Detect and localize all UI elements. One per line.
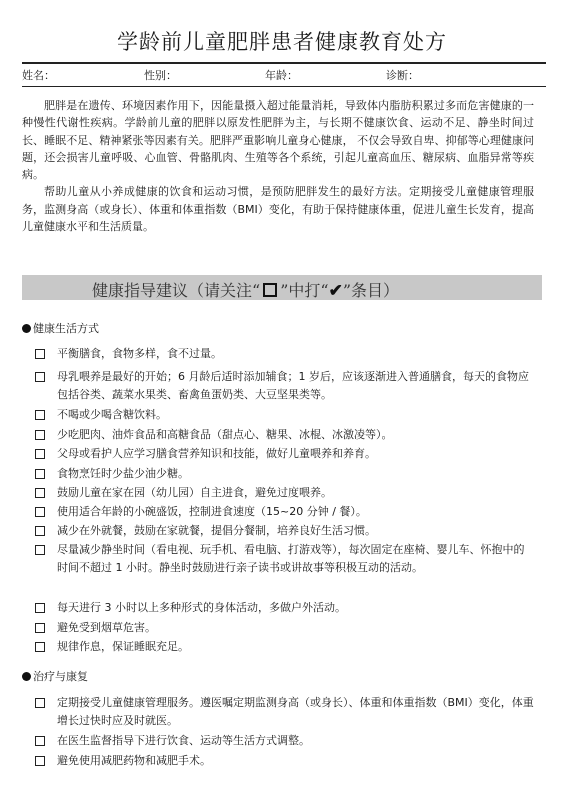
- list-item-text: 母乳喂养是最好的开始；6 月龄后适时添加辅食；1 岁后，应该逐渐进入普通膳食，每天的食物应包括谷类、蔬菜水果类、畜禽鱼蛋奶类、大豆坚果类等。: [57, 370, 529, 401]
- list-item: [35, 752, 535, 770]
- checkbox[interactable]: [35, 488, 45, 498]
- list-item-text: 在医生监督指导下进行饮食、运动等生活方式调整。: [57, 734, 310, 747]
- list-item-text: 少吃肥肉、油炸食品和高糖食品（甜点心、糖果、冰棍、冰激凌等）。: [57, 428, 393, 441]
- checkmark-icon: ✔: [328, 281, 343, 301]
- name-label: 姓名：: [22, 69, 55, 82]
- patient-info-divider: [22, 86, 546, 87]
- checkbox[interactable]: [35, 698, 45, 708]
- list-item: [35, 345, 535, 363]
- checkbox-icon: [263, 283, 277, 297]
- list-item: [35, 732, 535, 750]
- checkbox[interactable]: [35, 349, 45, 359]
- checkbox[interactable]: [35, 545, 45, 555]
- guidance-banner: [22, 275, 542, 300]
- list-item: [35, 503, 535, 521]
- list-item-text: 减少在外就餐，鼓励在家就餐，提倡分餐制，培养良好生活习惯。: [57, 524, 376, 537]
- age-label: 年龄：: [265, 69, 298, 82]
- list-item-text: 鼓励儿童在家在园（幼儿园）自主进食，避免过度喂养。: [57, 486, 332, 499]
- list-item-text: 定期接受儿童健康管理服务。遵医嘱定期监测身高（或身长）、体重和体重指数（BMI）变化，体重增长过快时应及时就医。: [57, 696, 534, 727]
- section-heading-treatment: [22, 668, 88, 684]
- section-heading-lifestyle: [22, 320, 99, 336]
- title-divider: [22, 62, 546, 64]
- list-item-text: 平衡膳食，食物多样，食不过量。: [57, 347, 222, 360]
- checkbox[interactable]: [35, 372, 45, 382]
- checkbox[interactable]: [35, 603, 45, 613]
- bullet-icon: [22, 672, 31, 681]
- section-heading-text: 健康生活方式: [33, 322, 99, 335]
- list-item: [35, 445, 535, 463]
- checkbox[interactable]: [35, 736, 45, 746]
- list-item: [35, 406, 535, 424]
- diagnosis-label: 诊断：: [386, 69, 419, 82]
- list-item: [35, 368, 535, 404]
- checkbox[interactable]: [35, 430, 45, 440]
- list-item: [35, 426, 535, 444]
- banner-text-part: ”中打“: [280, 281, 329, 300]
- list-item-text: 食物烹饪时少盐少油少糖。: [57, 467, 189, 480]
- list-item-text: 尽量减少静坐时间（看电视、玩手机、看电脑、打游戏等），每次固定在座椅、婴儿车、怀抱中的时间不超过 1 小时。静坐时鼓励进行亲子读书或讲故事等积极互动的活动。: [57, 543, 525, 574]
- list-item-text: 避免使用减肥药物和减肥手术。: [57, 754, 211, 767]
- list-item-text: 规律作息，保证睡眠充足。: [57, 640, 189, 653]
- list-item: [35, 484, 535, 502]
- list-item: [35, 522, 535, 540]
- intro-text: [22, 97, 534, 235]
- checkbox[interactable]: [35, 469, 45, 479]
- list-item-text: 每天进行 3 小时以上多种形式的身体活动，多做户外活动。: [57, 601, 346, 614]
- list-item-text: 使用适合年龄的小碗盛饭，控制进食速度（15~20 分钟 / 餐）。: [57, 505, 367, 518]
- intro-paragraph: 帮助儿童从小养成健康的饮食和运动习惯，是预防肥胖发生的最好方法。定期接受儿童健康管理服务，监测身高（或身长）、体重和体重指数（BMI）变化，有助于保持健康体重，促进儿童生长发育，提高儿童健康水平和生活质量。: [22, 185, 534, 234]
- intro-paragraph: 肥胖是在遗传、环境因素作用下，因能量摄入超过能量消耗，导致体内脂肪积累过多而危害健康的一种慢性代谢性疾病。学龄前儿童的肥胖以原发性肥胖为主，与长期不健康饮食、运动不足、静坐时间过长、睡眠不足、精神紧张等因素有关。肥胖严重影响儿童身心健康， 不仅会导致自卑、抑郁等心理健康问题，还会损害儿童呼吸、心血管、骨骼肌肉、生殖等各个系统，引起儿童高血压、糖尿病、血脂异常等疾病。: [22, 99, 534, 182]
- sex-label: 性别：: [144, 69, 177, 82]
- checkbox[interactable]: [35, 507, 45, 517]
- list-item-text: 不喝或少喝含糖饮料。: [57, 408, 167, 421]
- checkbox[interactable]: [35, 410, 45, 420]
- list-item: [35, 694, 535, 730]
- bullet-icon: [22, 324, 31, 333]
- list-item: [35, 619, 535, 637]
- page-title: 学龄前儿童肥胖患者健康教育处方: [117, 30, 447, 54]
- list-item: [35, 599, 535, 617]
- checkbox[interactable]: [35, 756, 45, 766]
- banner-text-part: 健康指导建议（请关注“: [92, 281, 261, 300]
- section-heading-text: 治疗与康复: [33, 670, 88, 683]
- banner-text-part: ”条目）: [342, 281, 399, 300]
- list-item-text: 避免受到烟草危害。: [57, 621, 156, 634]
- list-item: [35, 541, 535, 577]
- banner-title: [92, 278, 399, 301]
- checkbox[interactable]: [35, 642, 45, 652]
- checkbox[interactable]: [35, 449, 45, 459]
- checkbox[interactable]: [35, 526, 45, 536]
- checkbox[interactable]: [35, 623, 45, 633]
- list-item: [35, 638, 535, 656]
- list-item-text: 父母或看护人应学习膳食营养知识和技能，做好儿童喂养和养育。: [57, 447, 376, 460]
- patient-info-row: [22, 67, 546, 85]
- list-item: [35, 465, 535, 483]
